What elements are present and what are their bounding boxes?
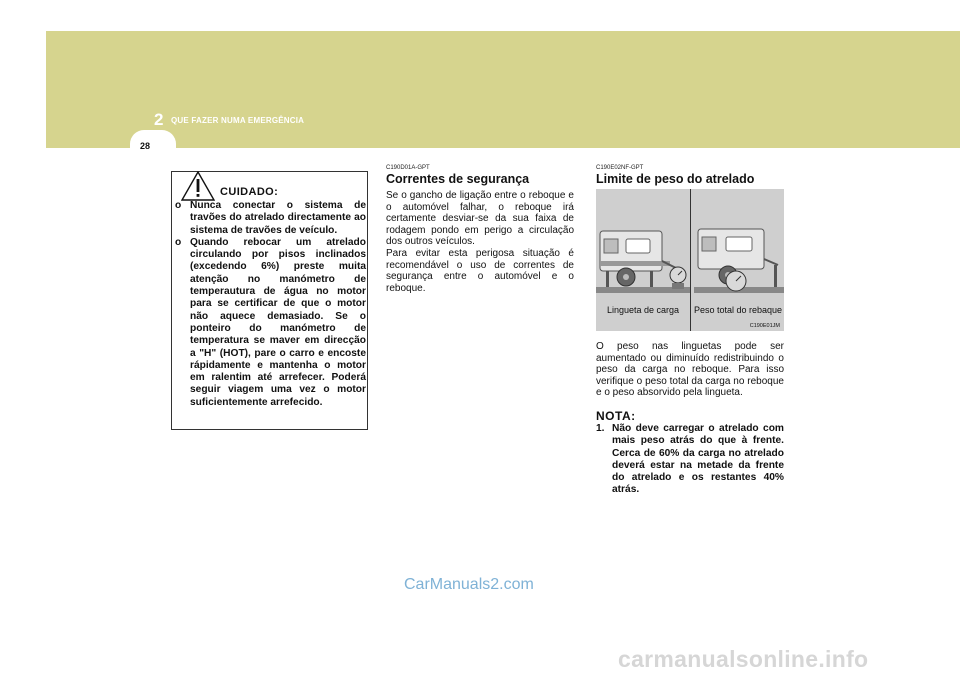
- caution-bullet: o: [175, 200, 182, 211]
- watermark-carmanuals2[interactable]: CarManuals2.com: [404, 576, 534, 593]
- nota-item: [596, 423, 784, 497]
- warning-triangle-icon: [181, 171, 215, 201]
- caution-list: [174, 200, 366, 409]
- nota-title: NOTA:: [596, 408, 636, 423]
- caution-item-text: Nunca conectar o sistema de travões do atrelado directamente ao sistema de travões de veículo.: [190, 200, 366, 236]
- figure-code: C190E01JM: [749, 323, 780, 329]
- nota-list: [596, 423, 784, 497]
- section-code: C190E02NF-GPT: [596, 165, 644, 171]
- watermark-carmanualsonline: carmanualsonline.info: [618, 646, 869, 672]
- chapter-title: QUE FAZER NUMA EMERGÊNCIA: [171, 116, 305, 125]
- figure-divider: [690, 189, 691, 331]
- caution-item-text: Quando rebocar um atrelado circulando por pisos inclinados (excedendo 6%) preste muita atenção no manómetro de temperautura de água no motor para se certificar de que o motor não aquece demasiado. Se o ponteiro do manómetro de temperatura se maver em direcção a "H" (HOT), pare o carro e encoste rápidamente e mantenha o motor em ralentim até arrefecer. Poderá seguir viagem uma vez o motor suficientemente arrefecido.: [190, 236, 366, 408]
- caution-item: [174, 237, 366, 409]
- trailer-weight-figure: [596, 189, 784, 331]
- header-band: [46, 31, 960, 148]
- figure-label-tongue: Lingueta de carga: [606, 305, 680, 315]
- section-heading: Correntes de segurança: [386, 172, 530, 186]
- page-number: 28: [140, 141, 151, 151]
- caution-item: [174, 200, 366, 237]
- safety-chains-section: [386, 165, 574, 294]
- page-tab: [130, 130, 176, 165]
- figure-label-total: Peso total do rebaque: [693, 305, 783, 315]
- section-paragraph: O peso nas linguetas pode ser aumentado ou diminuído redistribuindo o peso da carga no reboque. Para isso verifique o peso total da carga no reboque e o peso absorvido pela lingueta.: [596, 341, 784, 399]
- caution-box: [171, 171, 368, 430]
- section-code: C190D01A-GPT: [386, 165, 430, 171]
- weight-limit-section: [596, 165, 784, 497]
- section-paragraph: Para evitar esta perigosa situação é recomendável o uso de correntes de segurança entre o automóvel e o reboque.: [386, 247, 574, 294]
- tongue-weight-scene: [596, 231, 690, 293]
- nota-item-text: Não deve carregar o atrelado com mais peso atrás do que à frente. Cerca de 60% da carga no atrelado deverá estar na metade da frente do atrelado e os restantes 40% atrás.: [612, 422, 784, 496]
- caution-bullet: o: [175, 236, 182, 248]
- section-heading: Limite de peso do atrelado: [596, 172, 755, 186]
- section-paragraph: Se o gancho de ligação entre o reboque e o automóvel falhar, o reboque irá certamente desviar-se da sua faixa de rodagem pondo em perigo a circulação dos outros veículos.: [386, 190, 574, 248]
- caution-title: CUIDADO:: [220, 186, 279, 198]
- total-weight-scene: [694, 229, 784, 293]
- chapter-number: 2: [154, 110, 164, 129]
- nota-number: 1.: [596, 422, 605, 434]
